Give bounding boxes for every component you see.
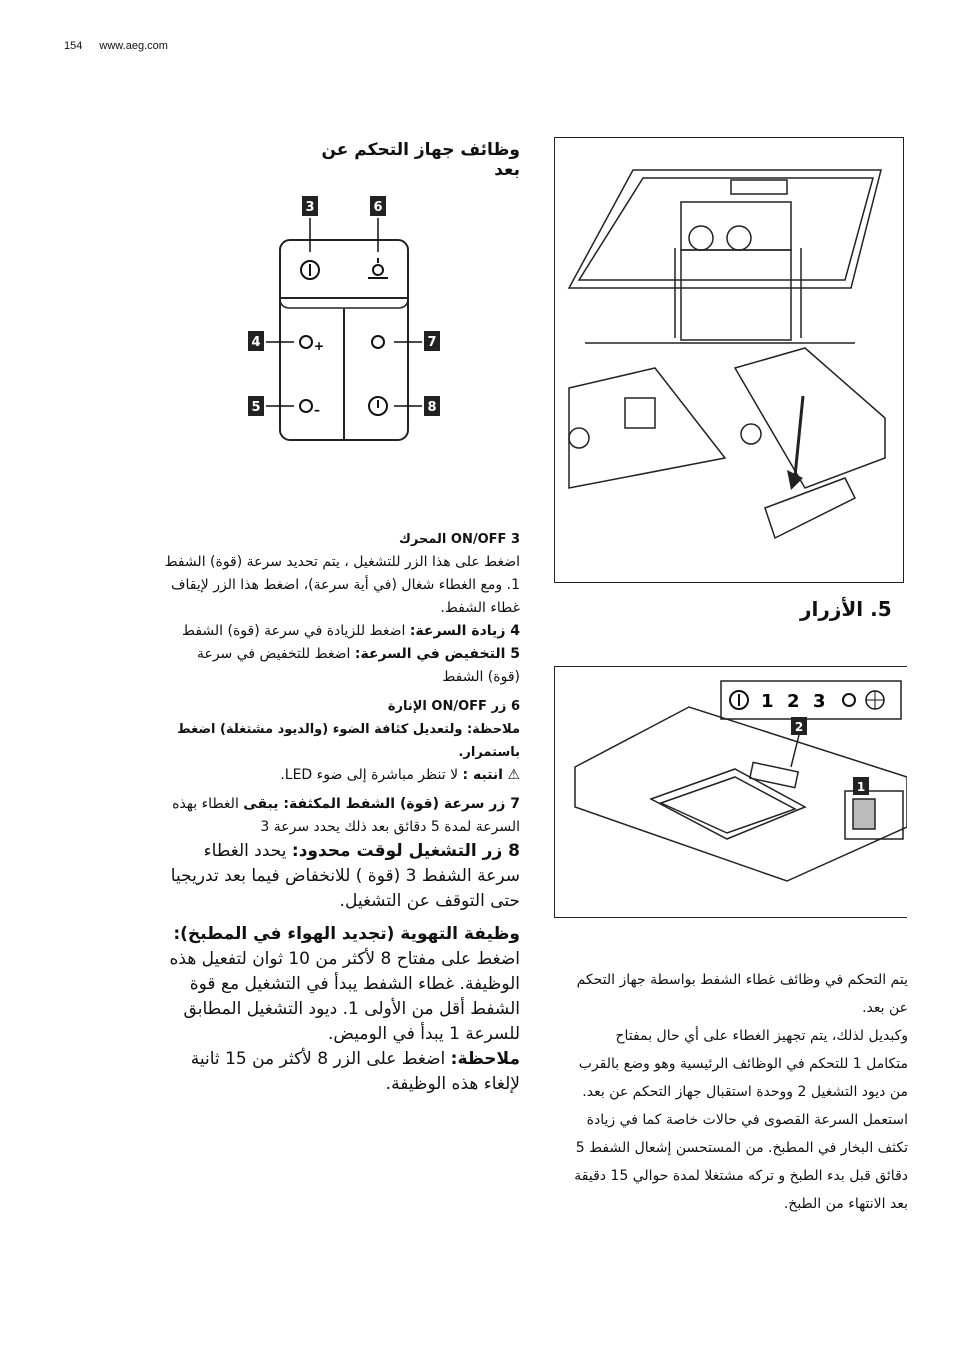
warning-icon: ⚠ — [507, 767, 520, 783]
item-4: 4 زيادة السرعة: اضغط للزيادة في سرعة (قوة) الشفط — [182, 623, 520, 639]
label-8: 8 — [427, 400, 437, 415]
speed-1: 1 — [761, 691, 774, 712]
ventilation-function: وظيفة التهوية (تجديد الهواء في المطبخ): اضغط على مفتاح 8 لأكثر من 10 ثوان لتفعيل هذه الوظيفة. غطاء الشفط يبدأ في التشغيل مع قوة الشفط أقل من الأولى 1. ديود التشغيل المطابق للسرعة 1 يبدأ في الوميض. — [169, 924, 520, 1044]
power-icon — [301, 261, 319, 279]
label-4: 4 — [251, 335, 261, 350]
item-5: 5 التخفيض في السرعة: اضغط للتخفيض في سرعة (قوة) الشفط — [196, 646, 520, 685]
page-header — [64, 40, 182, 52]
callout-2: 2 — [794, 720, 804, 734]
callout-1: 1 — [856, 780, 866, 794]
item-3: 3 ON/OFF المحرك اضغط على هذا الزر للتشغيل ، يتم تحديد سرعة (قوة) الشفط 1. ومع الغطاء شغال (في أية سرعة)، اضغط هذا الزر لإيقاف غطاء الشفط. — [164, 532, 520, 616]
fan-plus-icon — [300, 336, 324, 353]
fan-icon — [843, 694, 855, 706]
speed-2: 2 — [787, 691, 800, 712]
item-6: 6 زر ON/OFF الإنارة ملاحظة: ولتعديل كثافة الضوء (والديود مشتغلة) اضغط باستمرار. — [177, 699, 520, 760]
paragraph-2: وكبديل لذلك، يتم تجهيز الغطاء على أي حال بمفتاح متكامل 1 للتحكم في الوظائف الرئيسية وهو وضع بالقرب من ديود التشغيل 2 ووحدة استقبال جهاز التحكم عن بعد. — [578, 1028, 908, 1100]
item-8: 8 زر التشغيل لوقت محدود: يحدد الغطاء سرعة الشفط 3 (قوة ) للانخفاض فيما بعد تدريجيا حتى التوقف عن التشغيل. — [170, 841, 520, 911]
paragraph-3: استعمل السرعة القصوى في حالات خاصة كما في زيادة تكثف البخار في المطبخ. من المستحسن إشعال الشفط 5 دقائق قبل بدء الطبخ و تركه مشتغلا لمدة حوالي 15 دقيقة بعد الانتهاء من الطبخ. — [574, 1112, 908, 1212]
section-title: وظائف جهاز التحكم عن بعد — [321, 140, 520, 180]
ventilation-note: ملاحظة: اضغط على الزر 8 لأكثر من 15 ثانية لإلغاء هذه الوظيفة. — [190, 1049, 520, 1094]
grid-icon — [866, 691, 884, 709]
warning-note: ⚠ انتبه : لا تنظر مباشرة إلى ضوء LED. — [280, 767, 520, 783]
hood-filter-illustration — [554, 137, 904, 583]
paragraph-1: يتم التحكم في وظائف غطاء الشفط بواسطة جهاز التحكم عن بعد. — [576, 972, 908, 1016]
svg-text:+: + — [314, 339, 325, 353]
label-6: 6 — [373, 200, 383, 215]
light-icon — [368, 258, 388, 278]
site-url: www.aeg.com — [99, 40, 168, 52]
hood-buttons-illustration — [554, 666, 907, 918]
item-7: 7 زر سرعة (قوة) الشفط المكثفة: يبقى الغطاء بهذه السرعة لمدة 5 دقائق بعد ذلك يحدد سرعة 3 — [172, 796, 520, 835]
label-3: 3 — [305, 200, 315, 215]
function-descriptions — [164, 528, 520, 1097]
right-column-text — [570, 966, 908, 1218]
timer-icon — [369, 397, 387, 415]
label-7: 7 — [427, 335, 437, 350]
svg-text:–: – — [314, 403, 320, 417]
fan-intensive-icon — [372, 336, 384, 348]
fan-minus-icon — [300, 400, 320, 417]
power-icon — [730, 691, 748, 709]
figure-title: 5. الأزرار — [800, 597, 892, 621]
speed-3: 3 — [813, 691, 826, 712]
remote-panel-diagram — [244, 190, 444, 450]
label-5: 5 — [251, 400, 261, 415]
page-number: 154 — [64, 40, 83, 52]
